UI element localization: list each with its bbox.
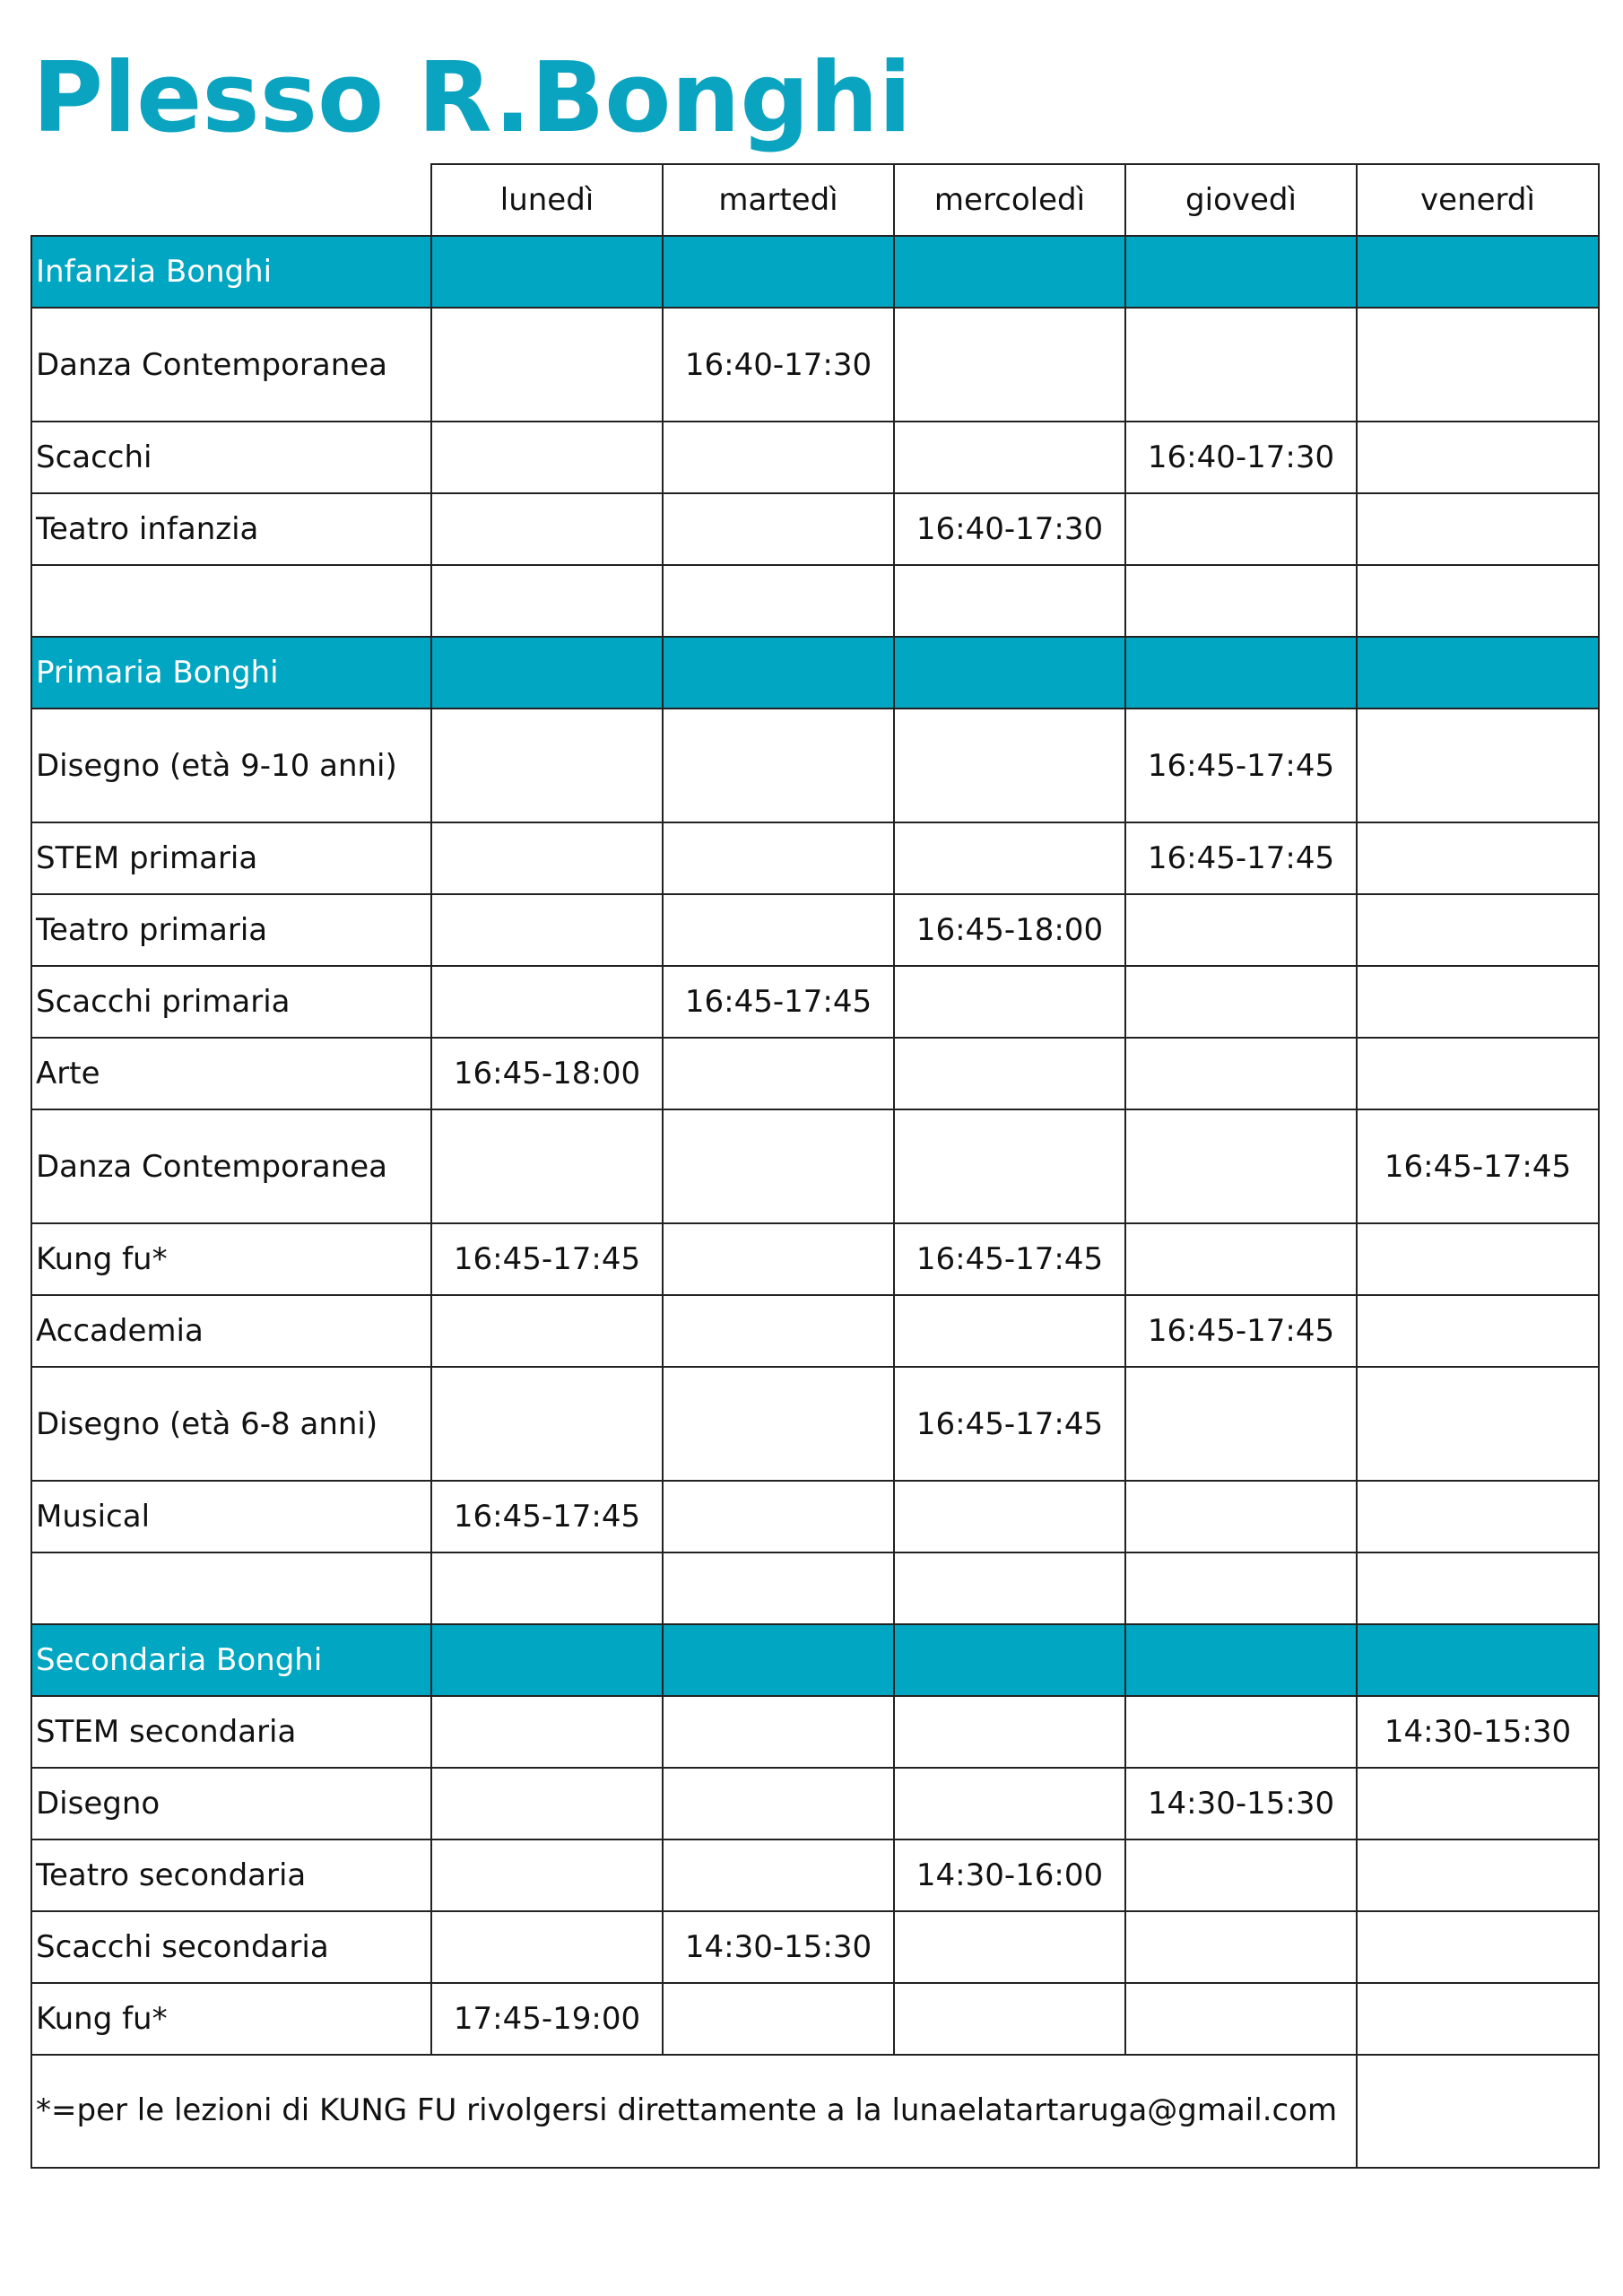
section-fill-cell	[663, 637, 894, 709]
time-slot-cell	[663, 894, 894, 966]
activity-row	[31, 1109, 1599, 1223]
time-slot-cell: 16:45-17:45	[894, 1223, 1125, 1295]
day-header: venerdì	[1357, 164, 1599, 236]
section-header-row	[31, 637, 1599, 709]
activity-row	[31, 1223, 1599, 1295]
time-slot-cell	[894, 1552, 1125, 1624]
time-slot-cell	[1125, 1552, 1357, 1624]
day-header: giovedì	[1125, 164, 1357, 236]
kung-fu-footnote: *=per le lezioni di KUNG FU rivolgersi direttamente a la lunaelatartaruga@gmail.com	[31, 2055, 1357, 2168]
activity-label: Danza Contemporanea	[31, 308, 431, 422]
time-slot-cell	[431, 1367, 663, 1481]
time-slot-cell	[1125, 308, 1357, 422]
time-slot-cell	[663, 1983, 894, 2055]
time-slot-cell	[894, 822, 1125, 894]
activity-label: Accademia	[31, 1295, 431, 1367]
section-fill-cell	[431, 236, 663, 308]
day-header: lunedì	[431, 164, 663, 236]
time-slot-cell: 16:45-17:45	[1125, 709, 1357, 822]
time-slot-cell: 14:30-15:30	[663, 1911, 894, 1983]
time-slot-cell	[1357, 1911, 1599, 1983]
activity-label: Teatro primaria	[31, 894, 431, 966]
section-fill-cell	[1357, 1624, 1599, 1696]
time-slot-cell	[1357, 565, 1599, 637]
time-slot-cell	[1125, 565, 1357, 637]
time-slot-cell: 16:45-18:00	[431, 1038, 663, 1109]
time-slot-cell	[663, 1839, 894, 1911]
section-fill-cell	[1125, 1624, 1357, 1696]
activity-label: Teatro secondaria	[31, 1839, 431, 1911]
section-fill-cell	[431, 1624, 663, 1696]
time-slot-cell: 16:45-17:45	[663, 966, 894, 1038]
time-slot-cell	[1125, 1839, 1357, 1911]
activity-row	[31, 493, 1599, 565]
time-slot-cell	[1357, 894, 1599, 966]
section-title: Secondaria Bonghi	[31, 1624, 431, 1696]
time-slot-cell	[431, 422, 663, 493]
time-slot-cell	[663, 422, 894, 493]
time-slot-cell	[894, 422, 1125, 493]
header-row	[31, 164, 1599, 236]
time-slot-cell	[894, 1911, 1125, 1983]
section-header-row	[31, 1624, 1599, 1696]
time-slot-cell	[1357, 1768, 1599, 1839]
section-fill-cell	[894, 236, 1125, 308]
time-slot-cell: 16:45-17:45	[1125, 822, 1357, 894]
time-slot-cell: 16:45-17:45	[1357, 1109, 1599, 1223]
time-slot-cell	[431, 1696, 663, 1768]
time-slot-cell	[1357, 709, 1599, 822]
time-slot-cell	[894, 1983, 1125, 2055]
activity-row	[31, 422, 1599, 493]
activity-row	[31, 308, 1599, 422]
footnote-row	[31, 2055, 1599, 2168]
time-slot-cell	[1125, 894, 1357, 966]
section-fill-cell	[1125, 637, 1357, 709]
activity-label: Scacchi primaria	[31, 966, 431, 1038]
time-slot-cell: 14:30-15:30	[1125, 1768, 1357, 1839]
time-slot-cell	[431, 1552, 663, 1624]
time-slot-cell	[1125, 1367, 1357, 1481]
time-slot-cell	[1357, 1481, 1599, 1552]
time-slot-cell	[431, 1109, 663, 1223]
time-slot-cell	[663, 1295, 894, 1367]
activity-label	[31, 565, 431, 637]
activity-label: Kung fu*	[31, 1223, 431, 1295]
time-slot-cell	[431, 1295, 663, 1367]
time-slot-cell	[1125, 1481, 1357, 1552]
time-slot-cell: 14:30-15:30	[1357, 1696, 1599, 1768]
time-slot-cell: 16:45-17:45	[1125, 1295, 1357, 1367]
time-slot-cell	[663, 709, 894, 822]
time-slot-cell	[894, 1295, 1125, 1367]
time-slot-cell	[663, 1109, 894, 1223]
section-fill-cell	[431, 637, 663, 709]
time-slot-cell	[1125, 1038, 1357, 1109]
time-slot-cell	[663, 1038, 894, 1109]
day-header: mercoledì	[894, 164, 1125, 236]
time-slot-cell	[431, 894, 663, 966]
time-slot-cell: 16:45-17:45	[431, 1223, 663, 1295]
time-slot-cell	[663, 1481, 894, 1552]
time-slot-cell: 16:45-18:00	[894, 894, 1125, 966]
time-slot-cell	[1357, 966, 1599, 1038]
time-slot-cell	[894, 1109, 1125, 1223]
time-slot-cell	[431, 1768, 663, 1839]
activity-label	[31, 1552, 431, 1624]
time-slot-cell: 17:45-19:00	[431, 1983, 663, 2055]
day-header: martedì	[663, 164, 894, 236]
activity-label: Kung fu*	[31, 1983, 431, 2055]
header-corner	[31, 164, 431, 236]
time-slot-cell	[1357, 1552, 1599, 1624]
activity-row	[31, 1481, 1599, 1552]
activity-label: Musical	[31, 1481, 431, 1552]
activity-label: Disegno (età 6-8 anni)	[31, 1367, 431, 1481]
time-slot-cell: 16:40-17:30	[663, 308, 894, 422]
time-slot-cell	[1125, 1109, 1357, 1223]
time-slot-cell: 16:45-17:45	[431, 1481, 663, 1552]
section-fill-cell	[894, 1624, 1125, 1696]
schedule-table	[30, 163, 1600, 2169]
time-slot-cell	[894, 308, 1125, 422]
time-slot-cell	[431, 1911, 663, 1983]
activity-row	[31, 1839, 1599, 1911]
time-slot-cell	[1125, 1696, 1357, 1768]
time-slot-cell	[1357, 1038, 1599, 1109]
footnote-empty-cell	[1357, 2055, 1599, 2168]
time-slot-cell	[431, 1839, 663, 1911]
time-slot-cell: 16:40-17:30	[894, 493, 1125, 565]
section-fill-cell	[1357, 637, 1599, 709]
page-title: Plesso R.Bonghi	[32, 42, 912, 154]
time-slot-cell: 16:40-17:30	[1125, 422, 1357, 493]
activity-label: Scacchi	[31, 422, 431, 493]
activity-row	[31, 822, 1599, 894]
time-slot-cell	[894, 1696, 1125, 1768]
time-slot-cell	[663, 1768, 894, 1839]
time-slot-cell	[663, 565, 894, 637]
activity-row	[31, 1768, 1599, 1839]
time-slot-cell	[1357, 1983, 1599, 2055]
time-slot-cell	[1357, 1839, 1599, 1911]
time-slot-cell	[663, 1223, 894, 1295]
time-slot-cell	[431, 966, 663, 1038]
activity-row	[31, 565, 1599, 637]
activity-label: Arte	[31, 1038, 431, 1109]
section-title: Infanzia Bonghi	[31, 236, 431, 308]
time-slot-cell	[1125, 1911, 1357, 1983]
time-slot-cell: 16:45-17:45	[894, 1367, 1125, 1481]
section-header-row	[31, 236, 1599, 308]
section-fill-cell	[1357, 236, 1599, 308]
section-fill-cell	[663, 1624, 894, 1696]
time-slot-cell	[1357, 308, 1599, 422]
activity-row	[31, 1038, 1599, 1109]
activity-label: Teatro infanzia	[31, 493, 431, 565]
time-slot-cell	[431, 308, 663, 422]
time-slot-cell	[663, 822, 894, 894]
time-slot-cell	[663, 493, 894, 565]
time-slot-cell	[1357, 822, 1599, 894]
activity-label: STEM secondaria	[31, 1696, 431, 1768]
time-slot-cell	[1125, 1983, 1357, 2055]
time-slot-cell	[894, 709, 1125, 822]
time-slot-cell	[431, 493, 663, 565]
time-slot-cell	[894, 966, 1125, 1038]
time-slot-cell	[894, 565, 1125, 637]
time-slot-cell	[1357, 1367, 1599, 1481]
time-slot-cell	[1125, 966, 1357, 1038]
time-slot-cell	[663, 1552, 894, 1624]
activity-label: Scacchi secondaria	[31, 1911, 431, 1983]
activity-row	[31, 1983, 1599, 2055]
activity-row	[31, 894, 1599, 966]
activity-row	[31, 709, 1599, 822]
time-slot-cell	[1357, 493, 1599, 565]
time-slot-cell	[431, 709, 663, 822]
time-slot-cell	[431, 822, 663, 894]
time-slot-cell	[894, 1768, 1125, 1839]
time-slot-cell	[894, 1038, 1125, 1109]
activity-label: Disegno	[31, 1768, 431, 1839]
activity-label: Disegno (età 9-10 anni)	[31, 709, 431, 822]
activity-row	[31, 1367, 1599, 1481]
section-fill-cell	[663, 236, 894, 308]
activity-label: STEM primaria	[31, 822, 431, 894]
activity-row	[31, 1552, 1599, 1624]
activity-row	[31, 966, 1599, 1038]
time-slot-cell	[663, 1367, 894, 1481]
time-slot-cell: 14:30-16:00	[894, 1839, 1125, 1911]
time-slot-cell	[431, 565, 663, 637]
activity-row	[31, 1911, 1599, 1983]
time-slot-cell	[1357, 422, 1599, 493]
section-fill-cell	[894, 637, 1125, 709]
time-slot-cell	[663, 1696, 894, 1768]
activity-label: Danza Contemporanea	[31, 1109, 431, 1223]
time-slot-cell	[894, 1481, 1125, 1552]
time-slot-cell	[1357, 1223, 1599, 1295]
section-title: Primaria Bonghi	[31, 637, 431, 709]
section-fill-cell	[1125, 236, 1357, 308]
time-slot-cell	[1125, 493, 1357, 565]
activity-row	[31, 1696, 1599, 1768]
time-slot-cell	[1357, 1295, 1599, 1367]
time-slot-cell	[1125, 1223, 1357, 1295]
activity-row	[31, 1295, 1599, 1367]
